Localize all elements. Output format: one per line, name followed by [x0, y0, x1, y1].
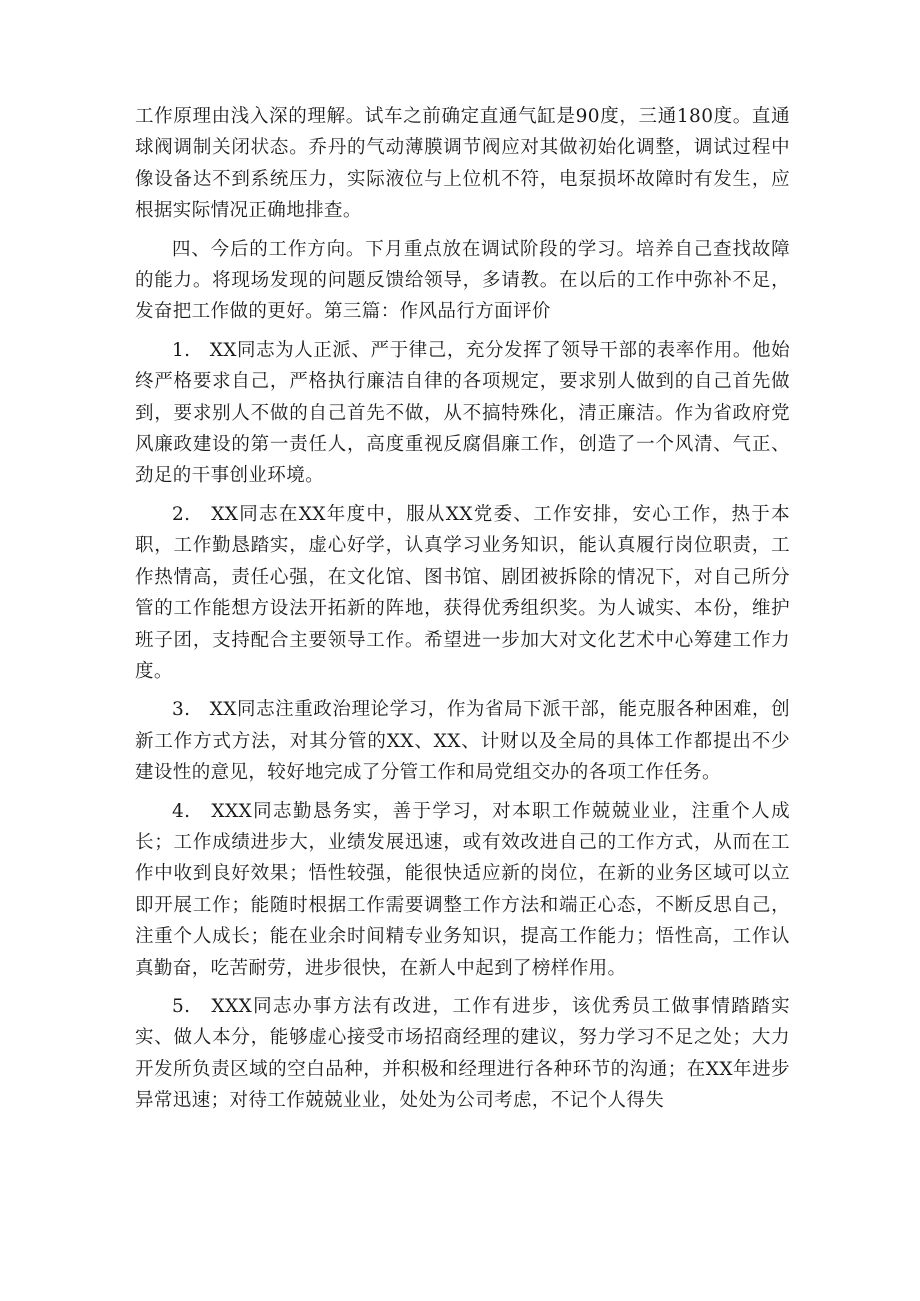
paragraph-7: 5. XXX同志办事方法有改进，工作有进步，该优秀员工做事情踏踏实实、做人本分，能够虚心接受市场招商经理的建议，努力学习不足之处；大力开发所负责区域的空白品种，并积极和经理进行各种环节的沟通；在XX年进步异常迅速；对待工作兢兢业业，处处为公司考虑，不记个人得失 [135, 995, 790, 1112]
document-body [135, 101, 790, 1124]
paragraph-6: 4. XXX同志勤恳务实，善于学习，对本职工作兢兢业业，注重个人成长；工作成绩进步大，业绩发展迅速，或有效改进自己的工作方式，从而在工作中收到良好效果；悟性较强，能很快适应新的岗位，在新的业务区域可以立即开展工作；能随时根据工作需要调整工作方法和端正心态，不断反思自己，注重个人成长；能在业余时间精专业务知识，提高工作能力；悟性高，工作认真勤奋，吃苦耐劳，进步很快，在新人中起到了榜样作用。 [135, 800, 790, 979]
paragraph-4: 2. XX同志在XX年度中，服从XX党委、工作安排，安心工作，热于本职，工作勤恳踏实，虚心好学，认真学习业务知识，能认真履行岗位职责，工作热情高，责任心强，在文化馆、图书馆、剧团被拆除的情况下，对自己所分管的工作能想方设法开拓新的阵地，获得优秀组织奖。为人诚实、本份，维护班子团，支持配合主要领导工作。希望进一步加大对文化艺术中心筹建工作力度。 [135, 503, 790, 682]
paragraph-2: 四、今后的工作方向。下月重点放在调试阶段的学习。培养自己查找故障的能力。将现场发现的问题反馈给领导，多请教。在以后的工作中弥补不足，发奋把工作做的更好。第三篇：作风品行方面评价 [135, 238, 790, 323]
paragraph-5: 3. XX同志注重政治理论学习，作为省局下派干部，能克服各种困难，创新工作方式方法，对其分管的XX、XX、计财以及全局的具体工作都提出不少建设性的意见，较好地完成了分管工作和局党组交办的各项工作任务。 [135, 699, 790, 784]
paragraph-1: 工作原理由浅入深的理解。试车之前确定直通气缸是90度，三通180度。直通球阀调制关闭状态。乔丹的气动薄膜调节阀应对其做初始化调整，调试过程中像设备达不到系统压力，实际液位与上位机不符，电泵损坏故障时有发生，应根据实际情况正确地排查。 [135, 106, 790, 222]
paragraph-3: 1. XX同志为人正派、严于律己，充分发挥了领导干部的表率作用。他始终严格要求自己，严格执行廉洁自律的各项规定，要求别人做到的自己首先做到，要求别人不做的自己首先不做，从不搞特殊化，清正廉洁。作为省政府党风廉政建设的第一责任人，高度重视反腐倡廉工作，创造了一个风清、气正、劲足的干事创业环境。 [135, 339, 790, 487]
